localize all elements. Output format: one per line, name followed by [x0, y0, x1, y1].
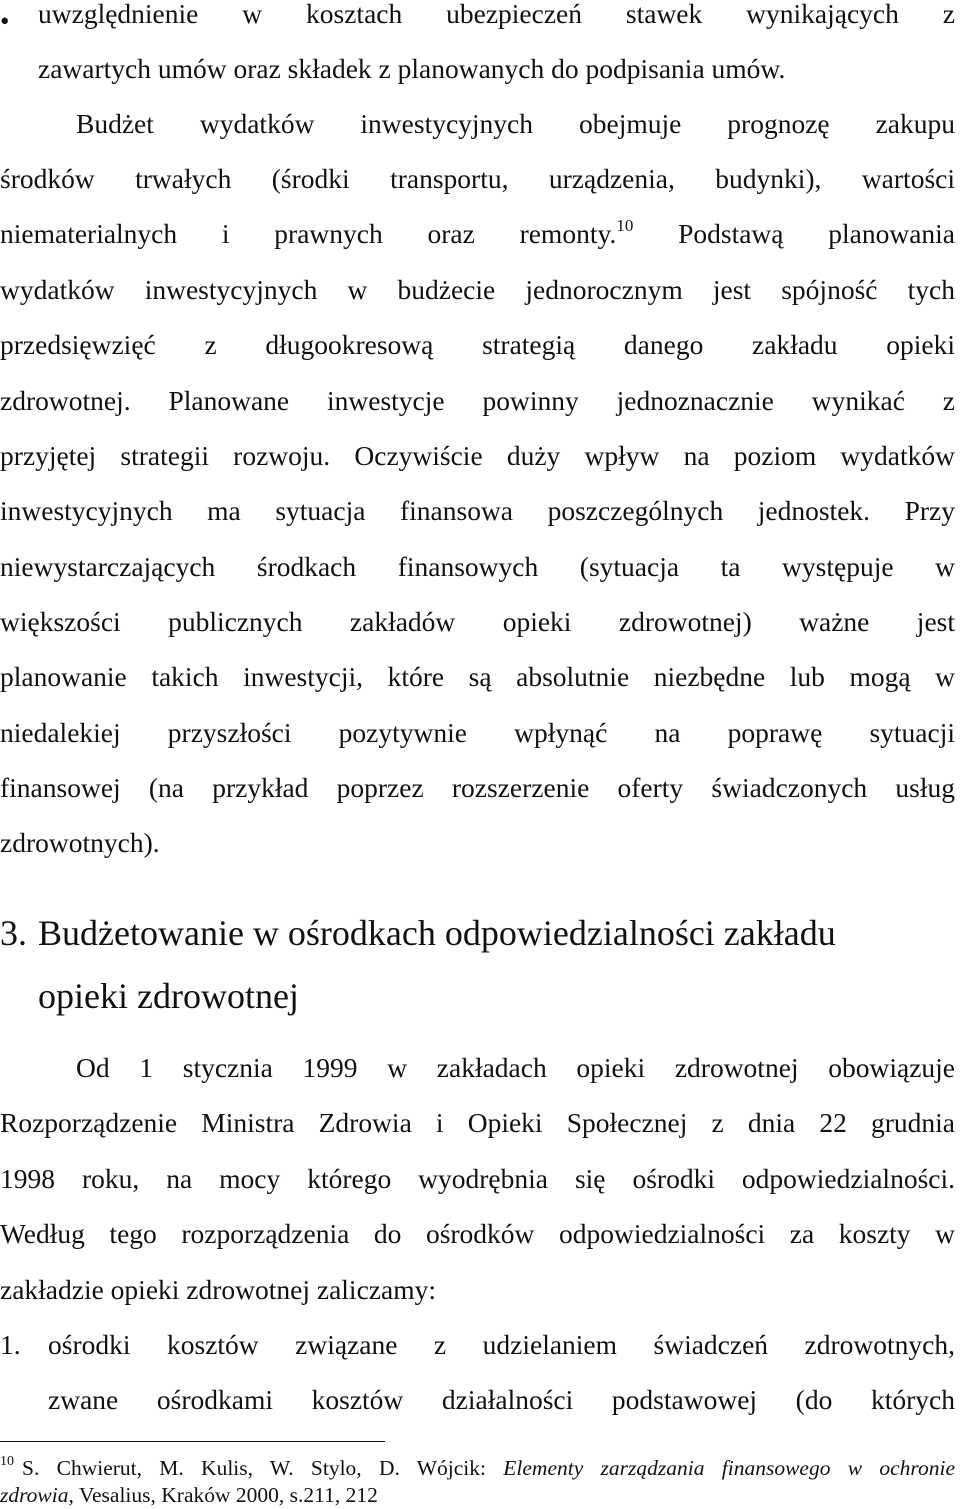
heading-line: opieki zdrowotnej — [38, 976, 299, 1016]
heading-text: Budżetowanie w ośrodkach odpowiedzialności zakładu — [38, 913, 836, 953]
text-line: zawartych umów oraz składek z planowanych do podpisania umów. — [38, 53, 786, 84]
text-line: 1998 roku, na mocy którego wyodrębnia się ośrodki odpowiedzialności. — [0, 1163, 955, 1194]
text-line: Według tego rozporządzenia do ośrodków odpowiedzialności za koszty w — [0, 1218, 955, 1249]
text-line: planowanie takich inwestycji, które są absolutnie niezbędne lub mogą w — [0, 661, 955, 692]
text-line: finansowej (na przykład poprzez rozszerzenie oferty świadczonych usług — [0, 772, 955, 803]
text-line: niewystarczających środkach finansowych (sytuacja ta występuje w — [0, 551, 955, 582]
text-line: środków trwałych (środki transportu, urządzenia, budynki), wartości — [0, 163, 955, 194]
footnote-marker: 10 — [0, 1454, 14, 1469]
text-line: zakładzie opieki zdrowotnej zaliczamy: — [0, 1274, 436, 1305]
text-line: inwestycyjnych ma sytuacja finansowa poszczególnych jednostek. Przy — [0, 495, 955, 526]
text-segment: niematerialnych i prawnych oraz remonty. — [0, 218, 617, 249]
footnote-line — [0, 1454, 955, 1482]
text-segment: Podstawą planowania — [633, 218, 955, 249]
text-line: przyjętej strategii rozwoju. Oczywiście duży wpływ na poziom wydatków — [0, 440, 955, 471]
footnote-title: zdrowia — [0, 1483, 69, 1507]
text-line: zwane ośrodkami kosztów działalności podstawowej (do których — [48, 1384, 955, 1415]
footnote-authors: S. Chwierut, M. Kulis, W. Stylo, D. Wójcik: — [22, 1456, 504, 1480]
text-line: uwzględnienie w kosztach ubezpieczeń stawek wynikających z — [38, 0, 955, 29]
footnote-reference: 10 — [616, 216, 634, 235]
text-line: zdrowotnej. Planowane inwestycje powinny jednoznacznie wynikać z — [0, 385, 955, 416]
bullet-marker: • — [0, 6, 10, 36]
text-line: większości publicznych zakładów opieki zdrowotnej) ważne jest — [0, 606, 955, 637]
text-line: wydatków inwestycyjnych w budżecie jednorocznym jest spójność tych — [0, 274, 955, 305]
text-line: Od 1 stycznia 1999 w zakładach opieki zdrowotnej obowiązuje — [76, 1052, 955, 1083]
text-line: niedalekiej przyszłości pozytywnie wpłynąć na poprawę sytuacji — [0, 717, 955, 748]
list-number: 1. — [0, 1329, 21, 1360]
text-line: przedsięwzięć z długookresową strategią danego zakładu opieki — [0, 329, 955, 360]
text-line: Rozporządzenie Ministra Zdrowia i Opieki Społecznej z dnia 22 grudnia — [0, 1107, 955, 1138]
footnote-publication: , Vesalius, Kraków 2000, s.211, 212 — [68, 1483, 378, 1507]
section-number: 3. — [0, 913, 27, 953]
text-line: zdrowotnych). — [0, 827, 160, 858]
text-line: Budżet wydatków inwestycyjnych obejmuje prognozę zakupu — [76, 108, 955, 139]
footnote-title: Elementy zarządzania finansowego w ochronie — [503, 1456, 955, 1480]
footnote-separator — [0, 1441, 385, 1442]
footnote-line — [0, 1481, 955, 1509]
text-line-with-footnote-ref — [0, 214, 955, 254]
text-line: ośrodki kosztów związane z udzielaniem świadczeń zdrowotnych, — [48, 1329, 955, 1360]
